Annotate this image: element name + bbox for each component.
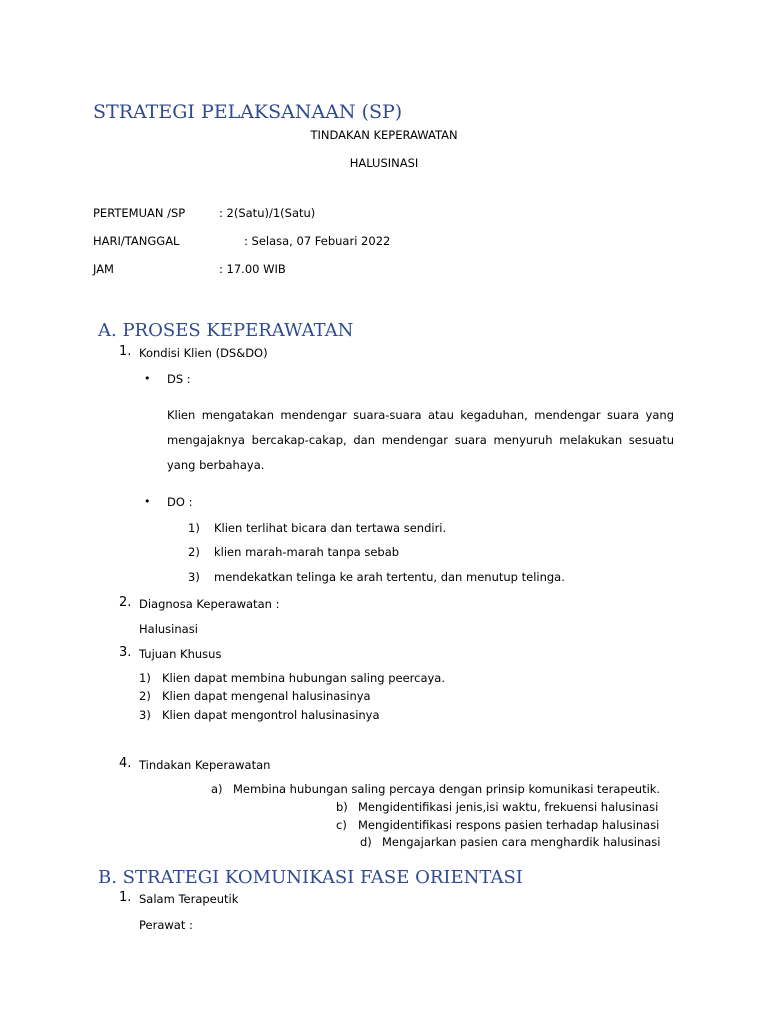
do-item-num: 3) (188, 570, 200, 584)
pertemuan-value: : 2(Satu)/1(Satu) (219, 206, 316, 220)
tujuan-item-num: 2) (139, 689, 151, 703)
item-number: 3. (119, 645, 132, 660)
subtitle-halusinasi-text: HALUSINASI (349, 156, 419, 170)
hari-label: HARI/TANGGAL (93, 234, 180, 248)
tindakan-item-num: a) (211, 782, 223, 796)
diagnosa-label: Diagnosa Keperawatan : (139, 597, 280, 611)
tujuan-item-text: Klien dapat membina hubungan saling peercaya. (162, 671, 445, 685)
perawat-label: Perawat : (139, 918, 193, 932)
diagnosa-value: Halusinasi (139, 622, 198, 636)
section-a-heading: A. PROSES KEPERAWATAN (98, 320, 354, 341)
subtitle-tindakan-text: TINDAKAN KEPERAWATAN (310, 128, 458, 142)
tindakan-item-text: Mengidentifikasi jenis,isi waktu, frekuensi halusinasi (358, 800, 659, 814)
tujuan-item-text: Klien dapat mengontrol halusinasinya (162, 708, 380, 722)
tindakan-item-text: Mengajarkan pasien cara menghardik halusinasi (382, 835, 661, 849)
ds-paragraph: Klien mengatakan mendengar suara-suara atau kegaduhan, mendengar suara yang mengajaknya bercakap-cakap, dan mendengar suara menyuruh melakukan sesuatu yang berbahaya. (167, 408, 674, 472)
bullet-icon: • (144, 495, 151, 508)
bullet-icon: • (144, 372, 151, 385)
tujuan-khusus-label: Tujuan Khusus (139, 647, 222, 661)
tujuan-item-num: 3) (139, 708, 151, 722)
tindakan-item-text: Membina hubungan saling percaya dengan prinsip komunikasi terapeutik. (233, 782, 661, 796)
item-number: 2. (119, 595, 132, 610)
do-label: DO : (167, 495, 193, 509)
do-item-text: mendekatkan telinga ke arah tertentu, dan menutup telinga. (214, 570, 565, 584)
subtitle-halusinasi (0, 156, 768, 170)
page-title: STRATEGI PELAKSANAAN (SP) (93, 101, 403, 123)
pertemuan-label: PERTEMUAN /SP (93, 206, 186, 220)
salam-terapeutik-label: Salam Terapeutik (139, 892, 239, 906)
subtitle-tindakan (0, 128, 768, 142)
do-item-text: Klien terlihat bicara dan tertawa sendiri. (214, 521, 447, 535)
hari-value: : Selasa, 07 Febuari 2022 (244, 234, 391, 248)
item-number: 1. (119, 890, 132, 905)
tujuan-item-text: Klien dapat mengenal halusinasinya (162, 689, 371, 703)
tujuan-item-num: 1) (139, 671, 151, 685)
tindakan-label: Tindakan Keperawatan (139, 758, 271, 772)
tindakan-item-text: Mengidentifikasi respons pasien terhadap halusinasi (358, 818, 660, 832)
do-item-num: 1) (188, 521, 200, 535)
ds-label: DS : (167, 372, 191, 386)
section-b-heading: B. STRATEGI KOMUNIKASI FASE ORIENTASI (98, 867, 523, 888)
do-item-text: klien marah-marah tanpa sebab (214, 545, 400, 559)
tindakan-item-num: c) (336, 818, 347, 832)
item-number: 1. (119, 344, 132, 359)
kondisi-klien-label: Kondisi Klien (DS&DO) (139, 346, 268, 360)
item-number: 4. (119, 756, 132, 771)
tindakan-item-num: b) (336, 800, 348, 814)
do-item-num: 2) (188, 545, 200, 559)
jam-label: JAM (93, 262, 114, 276)
tindakan-item-num: d) (360, 835, 372, 849)
jam-value: : 17.00 WIB (219, 262, 286, 276)
